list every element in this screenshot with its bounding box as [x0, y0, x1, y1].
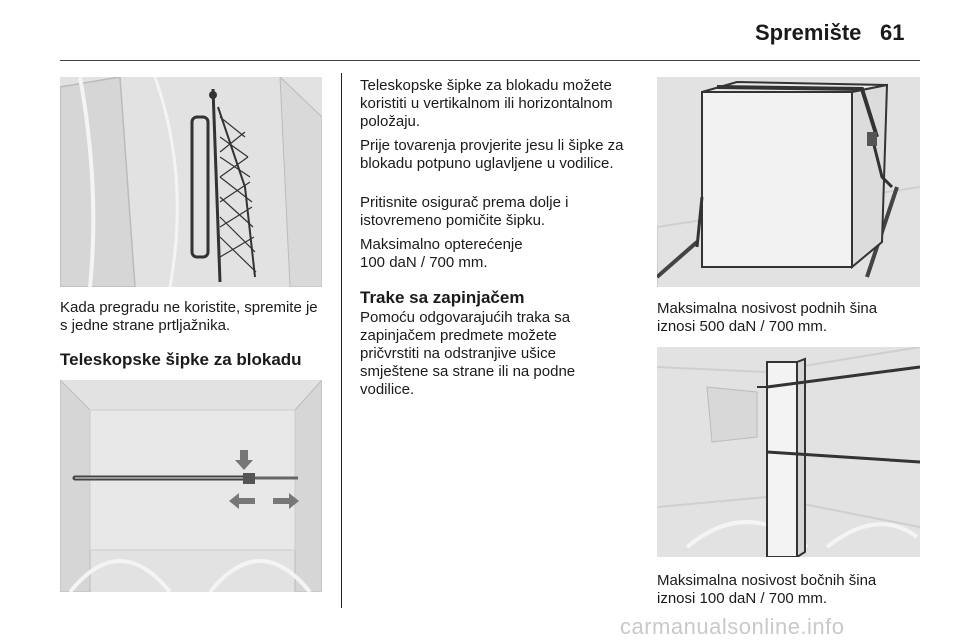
section-heading-bars: Teleskopske šipke za blokadu: [60, 350, 302, 369]
partition-caption: Kada pregradu ne koristite, spremite je s jedne strane prtljažnika.: [60, 299, 318, 334]
column-divider: [341, 73, 342, 608]
straps-paragraph: Pomoću odgovarajućih traka sa zapinjačem predmete možete pričvrstiti na odstranjive ušice smještene sa strane ili na podne vodilice.: [360, 309, 576, 398]
side-rail-caption: Maksimalna nosivost bočnih šina iznosi 100 daN / 700 mm.: [657, 572, 877, 607]
page-number: 61: [880, 20, 905, 45]
side-rail-figure: [657, 347, 920, 557]
floor-rail-figure: [657, 77, 920, 287]
max-load-line-1: Maksimalno opterećenje: [360, 236, 523, 253]
watermark: carmanualsonline.info: [620, 614, 845, 639]
page-title: Spremište: [755, 20, 862, 45]
bars-paragraph-3: Pritisnite osigurač prema dolje i istovremeno pomičite šipku.: [360, 194, 569, 229]
floor-rail-caption: Maksimalna nosivost podnih šina iznosi 500 daN / 700 mm.: [657, 300, 878, 335]
partition-storage-figure: [60, 77, 322, 287]
bars-paragraph-2: Prije tovarenja provjerite jesu li šipke za blokadu potpuno uglavljene u vodilice.: [360, 137, 624, 172]
header-divider: [60, 60, 920, 61]
bars-paragraph-1: Teleskopske šipke za blokadu možete koristiti u vertikalnom ili horizontalnom položaju.: [360, 77, 613, 130]
max-load-line-2: 100 daN / 700 mm.: [360, 254, 488, 271]
section-heading-straps: Trake sa zapinjačem: [360, 288, 525, 307]
telescopic-bar-figure: [60, 380, 322, 592]
